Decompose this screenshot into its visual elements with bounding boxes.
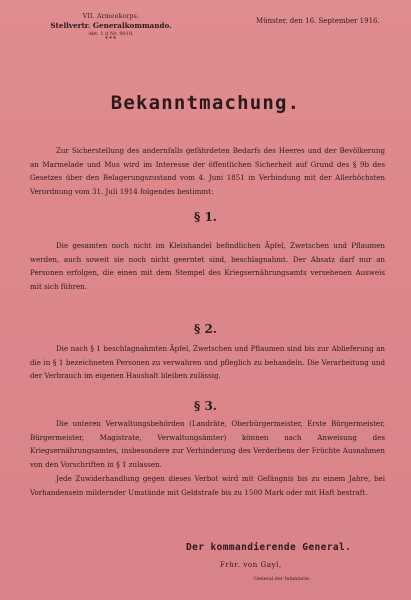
corps-line: VII. Armeekorps.: [82, 13, 140, 20]
section-heading-2: § 2.: [194, 322, 217, 336]
intro-paragraph: [30, 144, 385, 199]
command-line: Stellvertr. Generalkommando.: [50, 21, 172, 30]
section-text-2: Die nach § 1 beschlagnahmten Äpfel, Zwetschen und Pflaumen sind bis zur Ablieferung an die in § 1 bezeichneten Personen zu verwahren und pfleglich zu behandeln. Die Verarbeitung und der Verbrauch im eigenen Haushalt bleiben zulässig.: [30, 344, 385, 381]
section-heading-3: § 3.: [194, 399, 217, 413]
section-body-1: [30, 239, 385, 294]
penalty-text: Jede Zuwiderhandlung gegen dieses Verbot wird mit Gefängnis bis zu einem Jahre, bei Vorhandensein mildernder Umstände mit Geldstrafe bis zu 1500 Mark oder mit Haft bestraft.: [30, 473, 385, 497]
section-text-3: Die unteren Verwaltungsbehörden (Landräte, Oberbürgermeister, Erste Bürgermeister, Bürgermeister, Magistrate, Verwaltungsämter) können nach Anweisung des Kriegsernährungsamtes, insbesondere zur Verhinderung des Verderbens der Früchte Ausnahmen von den Vorschriften in § 1 zulassen.: [30, 419, 385, 470]
reference-line: Abt. 1 d Nr. 9018.: [88, 31, 134, 37]
reference-marks: ***: [105, 36, 117, 43]
place-date: Münster, den 16. September 1916.: [256, 17, 380, 25]
signature-title: Der kommandierende General.: [186, 542, 352, 553]
section-body-2: [30, 342, 385, 383]
section-text-1: Die gesamten noch nicht im Kleinhandel befindlichen Äpfel, Zwetschen und Pflaumen werden, auch soweit sie noch nicht geerntet sind, beschlagnahmt. Der Absatz darf nur an Personen erfolgen, die einen mit dem Stempel des Kriegsernährungsamts versehenen Ausweis mit sich führen.: [30, 241, 385, 292]
signature-name: Frhr. von Gayl,: [220, 561, 282, 569]
section-body-3: [30, 417, 385, 499]
document-title: Bekanntmachung.: [110, 92, 301, 114]
signature-rank: General der Infanterie.: [254, 577, 311, 582]
issuer-block: [36, 13, 186, 43]
section-heading-1: § 1.: [194, 210, 217, 224]
intro-text: Zur Sicherstellung des andernfalls gefährdeten Bedarfs des Heeres und der Bevölkerung an Marmelade und Mus wird im Interesse der öffentlichen Sicherheit auf Grund des § 9b des Gesetzes über den Belagerungszustand vom 4. Juni 1851 in Verbindung mit der Allerhöchsten Verordnung vom 31. Juli 1914 folgendes bestimmt:: [30, 146, 385, 197]
